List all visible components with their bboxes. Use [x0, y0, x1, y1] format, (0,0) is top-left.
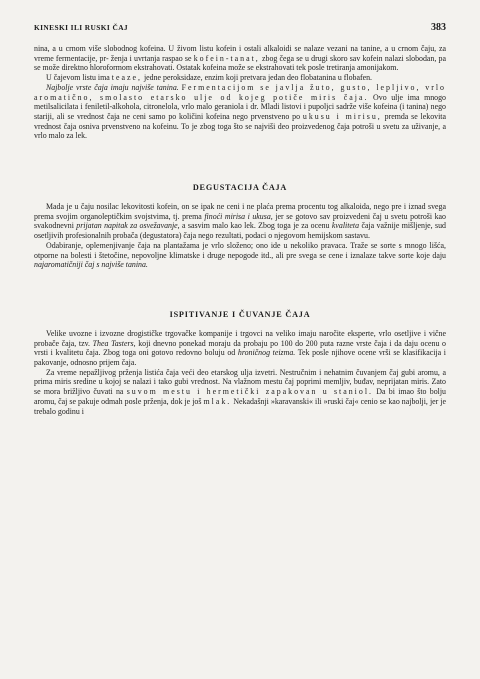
paragraph: Odabiranje, oplemenjivanje čaja na plantažama je vrlo složeno; ono ide u nekoliko pravaca. Traže se sorte s mnogo lišća, otporne na bolesti i štetočine, nepovoljne klimatske i druge nepogode itd., ali pre svega se cene i iznalaze takve sorte koje daju najaromatičniji čaj s najviše tanina.	[34, 240, 446, 270]
running-title: KINESKI ILI RUSKI ČAJ	[34, 23, 129, 32]
page-number: 383	[431, 22, 446, 33]
section-heading-ispitivanje: ISPITIVANJE I ČUVANJE ČAJA	[169, 309, 311, 319]
section-body-top	[34, 44, 446, 141]
section-body-degustacija	[34, 202, 446, 270]
paragraph: Velike uvozne i izvozne drogističke trgovačke kompanije i trgovci na veliko imaju naročite eksperte, vrlo osetljive i vične probače čaja, tzv. Thea Tasters, koji dnevno ponekad moraju da probaju po 100 do 200 puta razne vrste čaja i da daju ocenu o vrsti i kvalitetu čaja. Zbog toga oni gotovo redovno boluju od hroničnog teizma. Tek posle njihove ocene vrši se klasifikacija i pakovanje, odnosno prijem čaja.	[34, 328, 446, 368]
section-body-ispitivanje	[34, 329, 446, 416]
paragraph: Najbolje vrste čaja imaju najviše tanina. Fermentacijom se javlja žuto, gusto, lepljivo, vrlo aromatično, smolasto etarsko ulje od kojeg potiče miris čaja. Ovo ulje ima mnogo metilsalicilata i feniletil-alkohola, citronelola, vrlo malo geraniola i dr. Mladi listovi i pupoljci sadrže više kofeina (i tanina) nego stariji, ali se vrednost čaja ne ceni samo po količini kofeina nego prvenstveno po ukusu i mirisu, premda se lekovita vrednost čaja osniva prvenstveno na kofeinu. To je zbog toga što se najviši deo proizvedenog čaja potroši u svetu za uživanje, a vrlo malo za lek.	[34, 82, 446, 141]
section-heading-degustacija: DEGUSTACIJA ČAJA	[192, 183, 288, 193]
paragraph: nina, a u crnom više slobodnog kofeina. U živom listu kofein i ostali alkaloidi se nalaze vezani na tanine, a u crnom čaju, za vreme fermentacije, pr- ženja i uvrtanja raspao se kofein-tanat, zbog čega se u drugi skoro sav kofein nalazi slobodan, pa se može direktno hloroformom ekstrahovati. Ostatak kofeina može se ekstrahovati tek posle tretiranja amonijakom.	[34, 44, 446, 73]
paragraph: Mada je u čaju nosilac lekovitosti kofein, on se ipak ne ceni i ne plaća prema procentu tog alkaloida, nego pre i iznad svega prema svojim organoleptičkim svojstvima, tj. prema finoći mirisa i ukusa, jer se gotovo sav proizvedeni čaj u svetu potroši kao svakodnevni prijatan napitak za osvežavanje, a sasvim malo kao lek. Zbog toga je za ocenu kvaliteta čaja važnije mišljenje, sud osetljivih profesionalnih probača (degustatora) čaja nego rezultati, podaci o njegovom hemijskom sastavu.	[34, 202, 446, 241]
running-header	[34, 22, 446, 44]
paragraph: Za vreme nepažljivog prženja listića čaja veći deo etarskog ulja izvetri. Nestručnim i nehatnim čuvanjem čaj gubi aromu, a prima miris sredine u kojoj se nalazi i tako gubi vrednost. Na vlažnom mestu čaj poprimi memljiv, buđav, neprijatan miris. Zato se mora brižljivo čuvati na suvom mestu i hermetički zapakovan u staniol. Da bi imao što bolju aromu, čaj se pakuje odmah posle prženja, dok je još mlak. Nekadašnji »karavanski« ili »ruski čaj« cenio se kao najbolji, jer je trebalo godinu i	[34, 367, 447, 416]
paragraph: U čajevom listu ima teaze, jedne peroksidaze, enzim koji pretvara jedan deo flobatanina u flobafen.	[46, 73, 373, 83]
